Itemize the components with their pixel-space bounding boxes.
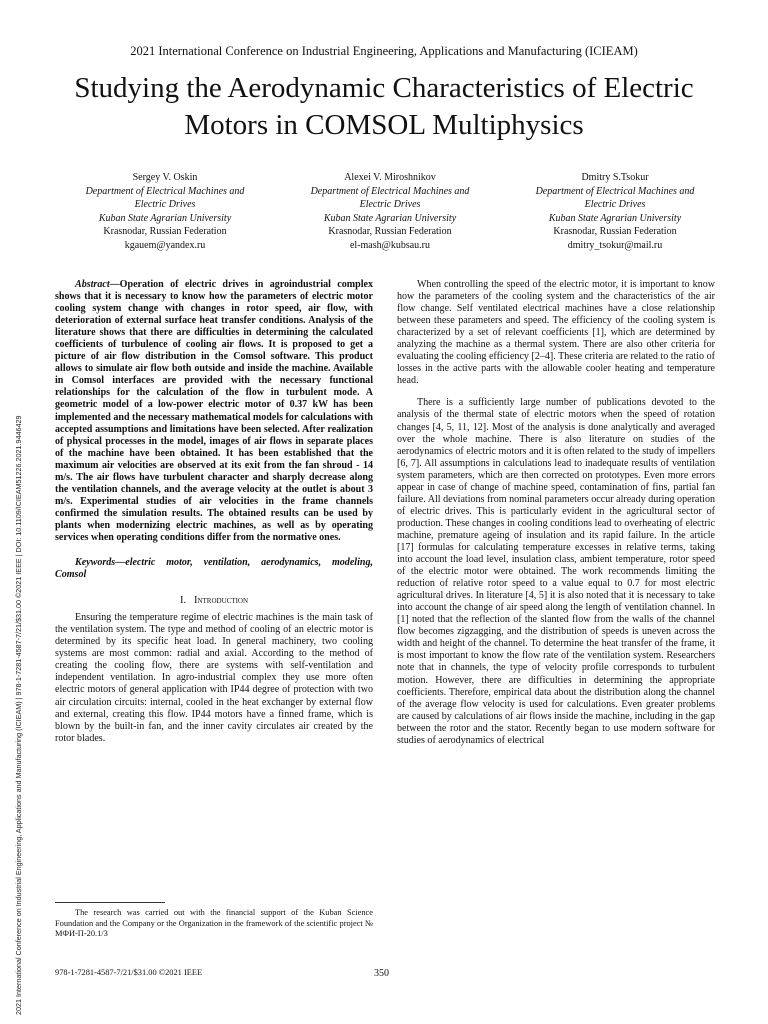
abstract — [55, 279, 373, 544]
author-city: Krasnodar, Russian Federation — [328, 226, 452, 238]
author-3 — [510, 171, 720, 253]
conference-header: 2021 International Conference on Industrial Engineering, Applications and Manufacturing (ICIEAM) — [130, 44, 638, 58]
author-department: Department of Electrical Machines and — [310, 185, 470, 197]
right-column — [397, 279, 715, 747]
author-email[interactable]: kgauem@yandex.ru — [124, 239, 206, 251]
footnote: The research was carried out with the financial support of the Kuban Science Foundation and the Company or the Organization in the framework of the scientific project № МФИ-П-20.1/3 — [55, 908, 373, 938]
author-university: Kuban State Agrarian University — [323, 212, 457, 224]
author-department: Electric Drives — [584, 199, 646, 211]
author-department: Department of Electrical Machines and — [85, 185, 245, 197]
left-column — [55, 279, 373, 745]
keywords: Keywords—electric motor, ventilation, aerodynamics, modeling, Comsol — [55, 557, 373, 581]
author-name: Dmitry S.Tsokur — [581, 172, 649, 183]
author-department: Department of Electrical Machines and — [535, 185, 695, 197]
section-heading — [55, 595, 373, 607]
author-university: Kuban State Agrarian University — [98, 212, 232, 224]
title-line-1: Studying the Aerodynamic Characteristics of Electric — [74, 72, 694, 104]
footnote-rule — [55, 902, 165, 903]
author-name: Sergey V. Oskin — [132, 172, 198, 183]
author-city: Krasnodar, Russian Federation — [103, 226, 227, 238]
author-city: Krasnodar, Russian Federation — [553, 226, 677, 238]
title-line-2: Motors in COMSOL Multiphysics — [184, 109, 584, 141]
abstract-lead: Abstract — [75, 279, 110, 290]
section-number: I. — [179, 595, 187, 607]
author-name: Alexei V. Miroshnikov — [344, 172, 436, 183]
section-title: Introduction — [193, 595, 249, 607]
body-paragraph-1: When controlling the speed of the electric motor, it is important to know how the parameters of the cooling system and the characteristics of the air flow change. Self ventilated electrical machines have a close relationship between these parameters and speed. The efficiency of the cooling system is characterized by a set of relevant coefficients [1], which are determined by analyzing the machine as a thermal system. There are also other criteria for evaluating the cooling efficiency [2–4]. These criteria are related to the ratio of losses in the active parts with the allowable cooler heating and temperature head. — [397, 279, 715, 387]
body-paragraph-2: There is a sufficiently large number of publications devoted to the analysis of the thermal state of electric motors when the speed of rotation changes [4, 5, 11, 12]. Most of the analysis is done analytically and averaged over the whole machine. There is also literature on studies of the aerodynamics of electric motors and it is often related to the study of impellers [6, 7]. All assumptions in calculations lead to inadequate results of ventilation system parameters, which are then corrected on prototypes. Even more errors appear in case of change of machine speed, contamination of fins, partial fan failure. All deviations from nominal parameters occur already during operation of electric drives. This is particularly evident in the agricultural sector of production. These changes in cooling conditions lead to overheating of electric machine, premature ageing of insulation and its rapid failure. In the article [17] formulas for calculating temperature excesses in relative terms, taking into account the load level, insulation class, ambient temperature, rotor speed of the electric motor were obtained. The work recommends limiting the reduction of relative rotor speed to a value equal to 0.7 for most electric agricultural drives. In literature [4, 5] it is also noted that it is necessary to take into account the change of air speed along the length of ventilation channel. In [1] noted that the reflection of the slanted flow from the walls of the channel flow becomes zigzagging, and the distribution of speeds is uneven across the width and height of the channel. To determine the heat transfer of the frame, it is most important to know the flow rate of the ventilation system. Researchers note that in channels, the type of velocity profile corresponds to turbulent motion. However, there are difficulties in determining the appropriate coefficients. Therefore, empirical data about the distribution along the channel of the average flow velocity is used for calculations. Even greater problems are caused by calculations of air flows inside the machine, including in the gap between the rotor and the stator. Recently began to use modern software for studies of aerodynamics of electrical — [397, 397, 715, 746]
abstract-text: —Operation of electric drives in agroindustrial complex shows that it is necessary to know how the parameters of electric motor cooling system change with changes in rotor speed, air flow, with deterioration of external surface heat transfer conditions. Analysis of the literature shows that there are difficulties in determining the calculated coefficients of turbulence of cooling air flows. It is proposed to get a picture of air flow distribution in the Comsol software. This product allows to simulate air flow both outside and inside the machine. Available in Comsol interfaces are provided with the necessary functional relationships for the calculation of the flow in turbulent mode. A geometric model of a low-power electric motor of 0.37 kW has been implemented and the necessary mathematical models for calculations with accepted assumptions and limitations have been selected. After realization of physical processes in the model, images of air flows in separate places of the machine have been obtained. It has been established that the maximum air velocities are observed at its exit from the fan shroud - 14 m/s. The air flows have turbulent character and sharply decrease along the ventilation channels, and the average velocity at the outlet is about 3 m/s. Experimental studies of air velocities in the frame channels confirmed the simulation results. The obtained results can be used by plants when modernizing electric machines, as well as by operating services when operating conditions differ from the normative ones. — [55, 279, 373, 543]
author-2 — [285, 171, 495, 253]
author-email[interactable]: dmitry_tsokur@mail.ru — [567, 239, 663, 251]
copyright-line: 978-1-7281-4587-7/21/$31.00 ©2021 IEEE — [55, 968, 203, 977]
doi-sidebar: 2021 International Conference on Industrial Engineering, Applications and Manufacturing (ICIEAM) | 978-1-7281-4587-7/21/$31.00 ©2021 IEEE | DOI: 10.1109/ICIEAM51226.2021.9446429 — [14, 415, 23, 1015]
author-email[interactable]: el-mash@kubsau.ru — [349, 239, 431, 251]
author-department: Electric Drives — [134, 199, 196, 211]
intro-paragraph: Ensuring the temperature regime of electric machines is the main task of the ventilation system. The type and method of cooling of an electric motor is determined by its specific heat load. In general machinery, two cooling systems are most common: radial and axial. According to the method of creating the cooling flow, there are systems with self-ventilation and independent ventilation. In agro-industrial complex they use more often electric motors of general application with IP44 degree of protection with two air circulation circuits: internal, cooled in the heat exchanger by external flow and external, creating this flow. IP44 motors have a finned frame, which is blown by the built-in fan, and the inner cavity circulates air created by the rotor blades. — [55, 612, 373, 744]
author-department: Electric Drives — [359, 199, 421, 211]
page-number: 350 — [374, 968, 389, 979]
author-block — [60, 171, 720, 253]
paper-title — [40, 70, 728, 144]
author-university: Kuban State Agrarian University — [548, 212, 682, 224]
author-1 — [60, 171, 270, 253]
